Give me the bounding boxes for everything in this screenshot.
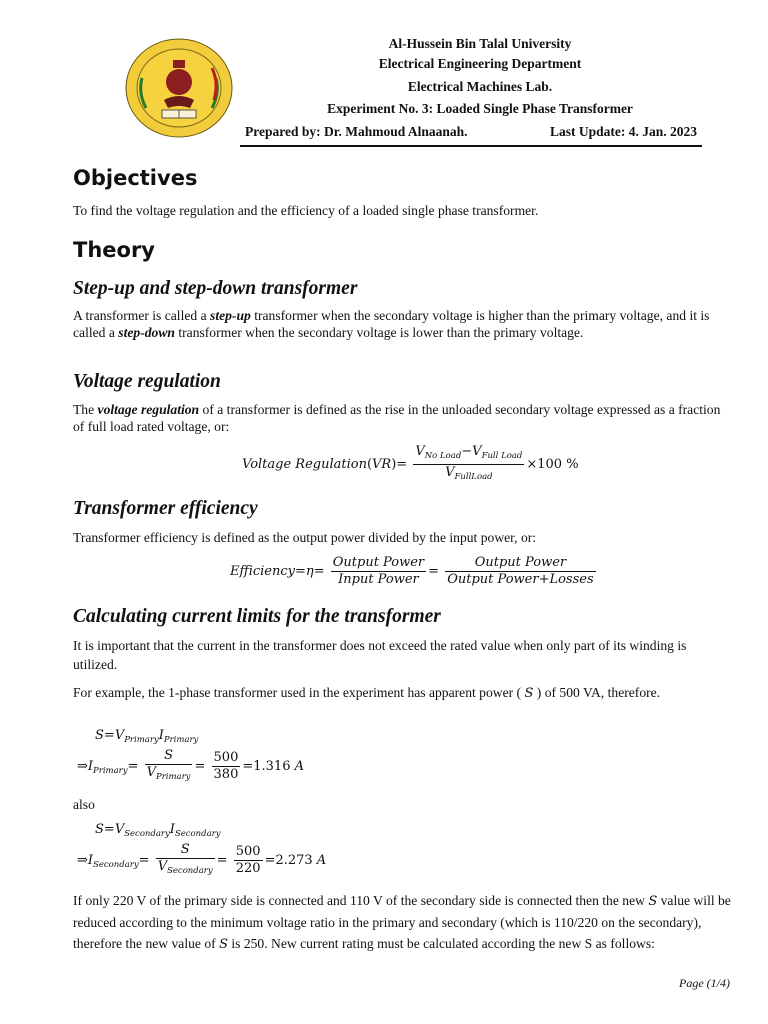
lab-name: Electrical Machines Lab. [407,79,553,94]
stepup-heading: Step-up and step-down transformer [73,278,358,299]
theory-heading: Theory [73,238,155,262]
current-limits-paragraph-2: For example, the 1-phase transformer used in the experiment has apparent power ( S ) of 500 VA, therefore. [73,685,661,701]
also-text: also [73,797,95,812]
voltage-regulation-paragraph: The voltage regulation of a transformer is defined as the rise in the unloaded secondary voltage expressed as a fraction of full load rated voltage, or: [73,402,721,434]
experiment-title: Experiment No. 3: Loaded Single Phase Transformer [327,101,633,116]
header-rule [240,145,702,147]
prepared-by: Prepared by: Dr. Mahmoud Alnaanah. [245,124,468,139]
department-name: Electrical Engineering Department [378,56,582,71]
objectives-text: To find the voltage regulation and the efficiency of a loaded single phase transformer. [73,203,539,218]
current-limits-paragraph-3: If only 220 V of the primary side is connected and 110 V of the secondary side is connected then the new S value will be reduced according to the minimum voltage ratio in the primary and secondary (which is 110/220 on the secondary), therefore the new value of S is 250. New current rating must be calculated according the new S as follows: [73,893,731,952]
efficiency-equation: Efficiency=η= $\frac{\text{Output Power}}{\text{Input Power}}$ = $\frac{\text{Output Power}}{\text{Output Power+Losses}}$ [230,555,594,587]
efficiency-paragraph: Transformer efficiency is defined as the output power divided by the input power, or: [73,530,537,545]
efficiency-heading: Transformer efficiency [73,498,258,519]
secondary-power-equation: $S=V_{Secondary}I_{Secondary}$ [95,822,221,839]
primary-current-equation: $\Rightarrow I_{Primary}=$ $\frac{S}{V_{Primary}}$ = $\frac{500}{380}$ =1.316 A [77,748,304,782]
page-number: Page (1/4) [679,976,730,990]
current-limits-paragraph-1: It is important that the current in the transformer does not exceed the rated value when only part of its winding is utilized. [73,638,687,672]
secondary-current-equation: $\Rightarrow I_{Secondary}=$ $\frac{S}{V_{Secondary}}$ = $\frac{500}{220}$ =2.273 A [77,842,327,876]
primary-power-equation: $S=V_{Primary}I_{Primary}$ [95,728,199,745]
stepup-paragraph: A transformer is called a step-up transformer when the secondary voltage is higher than the primary voltage, and it is called a step-down transformer when the secondary voltage is lower than the primary voltage. [73,308,710,340]
university-name: Al-Hussein Bin Talal University [388,36,572,51]
current-limits-heading: Calculating current limits for the transformer [73,606,441,627]
voltage-regulation-equation: Voltage Regulation(VR)= $\frac{V_{No Load}-V_{Full Load}}{V_{FullLoad}}$ ×100 % [242,444,579,482]
voltage-regulation-heading: Voltage regulation [73,371,221,392]
last-update: Last Update: 4. Jan. 2023 [550,124,698,139]
objectives-heading: Objectives [73,166,198,190]
